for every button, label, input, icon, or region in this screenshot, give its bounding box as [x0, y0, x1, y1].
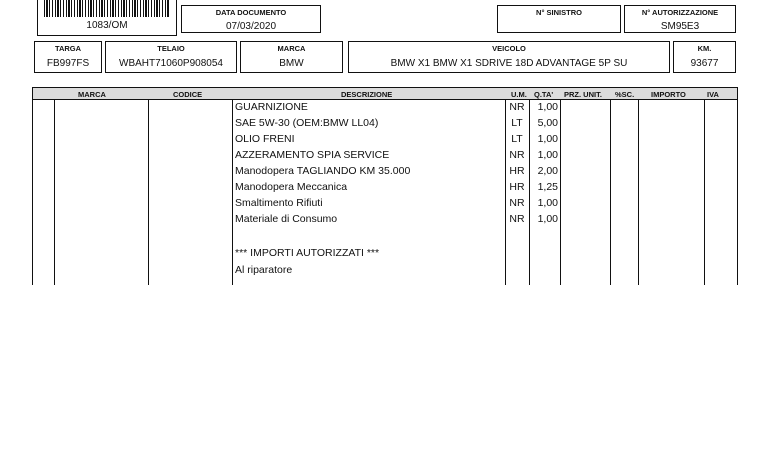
- column-divider: [148, 100, 149, 285]
- header-iva: IVA: [707, 90, 719, 99]
- row-um: NR: [509, 213, 525, 225]
- row-description: Manodopera TAGLIANDO KM 35.000: [235, 165, 411, 177]
- row-description: Smaltimento Rifiuti: [235, 197, 323, 209]
- row-um: NR: [509, 101, 525, 113]
- barcode-image: [44, 0, 170, 17]
- note-line: Al riparatore: [235, 264, 293, 276]
- header-marca: MARCA: [78, 90, 106, 99]
- header-um: U.M.: [511, 90, 527, 99]
- row-um: HR: [509, 181, 525, 193]
- marca-cell: [240, 41, 343, 73]
- column-divider: [560, 100, 561, 285]
- row-um: HR: [509, 165, 525, 177]
- column-divider: [232, 100, 233, 285]
- row-um: LT: [511, 117, 523, 129]
- column-divider: [638, 100, 639, 285]
- targa-label: TARGA: [54, 44, 82, 53]
- veicolo-value: BMW X1 BMW X1 SDRIVE 18D ADVANTAGE 5P SU: [390, 58, 628, 69]
- row-description: GUARNIZIONE: [235, 101, 308, 113]
- km-label: KM.: [697, 44, 712, 53]
- column-divider: [54, 100, 55, 285]
- targa-cell: [34, 41, 102, 73]
- column-divider: [610, 100, 611, 285]
- km-value: 93677: [690, 58, 719, 69]
- note-line: *** IMPORTI AUTORIZZATI ***: [235, 247, 380, 259]
- row-qty: 1,25: [537, 181, 558, 193]
- row-qty: 1,00: [537, 101, 558, 113]
- doc-date-value: 07/03/2020: [225, 21, 277, 32]
- row-description: Materiale di Consumo: [235, 213, 338, 225]
- barcode-number: 1083/OM: [86, 20, 128, 31]
- header-qta: Q.TA': [534, 90, 554, 99]
- doc-date-label: DATA DOCUMENTO: [215, 8, 287, 17]
- row-um: NR: [509, 197, 525, 209]
- header-codice: CODICE: [173, 90, 203, 99]
- row-qty: 1,00: [537, 197, 558, 209]
- row-description: Manodopera Meccanica: [235, 181, 348, 193]
- row-qty: 1,00: [537, 133, 558, 145]
- targa-value: FB997FS: [46, 58, 90, 69]
- row-description: SAE 5W-30 (OEM:BMW LL04): [235, 117, 379, 129]
- row-qty: 1,00: [537, 149, 558, 161]
- authorization-box: [624, 5, 736, 33]
- claim-label: N° SINISTRO: [536, 8, 582, 17]
- row-description: AZZERAMENTO SPIA SERVICE: [235, 149, 390, 161]
- telaio-cell: [105, 41, 237, 73]
- row-qty: 2,00: [537, 165, 558, 177]
- row-description: OLIO FRENI: [235, 133, 295, 145]
- header-importo: IMPORTO: [651, 90, 686, 99]
- row-um: NR: [509, 149, 525, 161]
- column-divider: [32, 100, 33, 285]
- authorization-value: SM95E3: [660, 21, 700, 32]
- authorization-label: N° AUTORIZZAZIONE: [641, 8, 719, 17]
- telaio-value: WBAHT71060P908054: [119, 58, 223, 69]
- claim-box: [497, 5, 621, 33]
- telaio-label: TELAIO: [157, 44, 185, 53]
- row-qty: 5,00: [537, 117, 558, 129]
- marca-value: BMW: [279, 58, 304, 69]
- row-qty: 1,00: [537, 213, 558, 225]
- veicolo-label: VEICOLO: [492, 44, 526, 53]
- header-descrizione: DESCRIZIONE: [341, 90, 393, 99]
- header-prz-unit: PRZ. UNIT.: [564, 90, 602, 99]
- header-sconto: %SC.: [615, 90, 635, 99]
- km-cell: [673, 41, 736, 73]
- doc-date-box: [181, 5, 321, 33]
- row-um: LT: [511, 133, 523, 145]
- barcode-box: [37, 0, 177, 36]
- marca-label: MARCA: [277, 44, 306, 53]
- veicolo-cell: [348, 41, 670, 73]
- column-divider: [737, 100, 738, 285]
- column-divider: [704, 100, 705, 285]
- table-header: [32, 87, 738, 100]
